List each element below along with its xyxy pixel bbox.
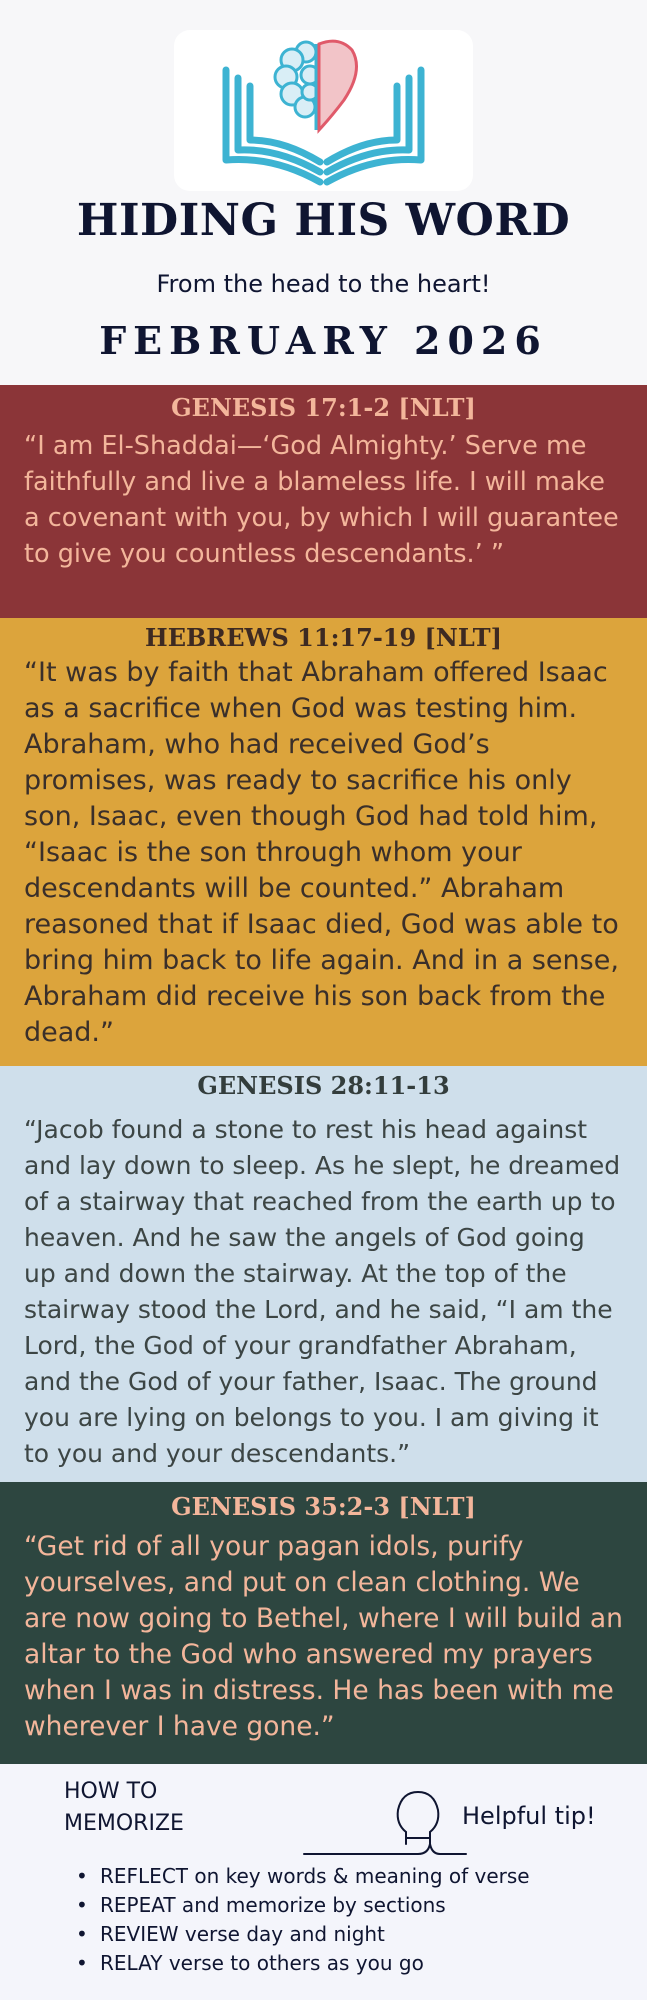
verse-reference: GENESIS 35:2-3 [NLT] xyxy=(171,1492,476,1521)
list-item: • RELAY verse to others as you go xyxy=(76,1949,530,1978)
verse-text: “Get rid of all your pagan idols, purify yourselves, and put on clean clothing. We are now going to Bethel, where I will build an altar to the God who answered my prayers when I was in distress. He has been with me wherever I have gone.” xyxy=(24,1531,623,1742)
header xyxy=(0,0,647,385)
verse-section-genesis-17 xyxy=(0,385,647,618)
month-heading: FEBRUARY 2026 xyxy=(99,318,548,363)
lightbulb-icon xyxy=(300,1772,470,1862)
logo xyxy=(174,30,473,191)
list-item: • REFLECT on key words & meaning of verse xyxy=(76,1862,530,1891)
page-subtitle: From the head to the heart! xyxy=(156,270,491,298)
how-to-heading: HOW TO MEMORIZE xyxy=(64,1779,184,1836)
verse-reference: GENESIS 28:11-13 xyxy=(197,1071,450,1100)
book-brain-heart-icon xyxy=(174,30,473,191)
helpful-tip-label: Helpful tip! xyxy=(462,1802,596,1830)
verse-text: “Jacob found a stone to rest his head against and lay down to sleep. As he slept, he dreamed of a stairway that reached from the earth up to heaven. And he saw the angels of God going up and down the stairway. At the top of the stairway stood the Lord, and he said, “I am the Lord, the God of your grandfather Abraham, and the God of your father, Isaac. The ground you are lying on belongs to you. I am giving it to you and your descendants.” xyxy=(24,1115,621,1468)
verse-text: “It was by faith that Abraham offered Isaac as a sacrifice when God was testing him. Abraham, who had received God’s promises, was ready to sacrifice his only son, Isaac, even though God had told him, “Isaac is the son through whom your descendants will be counted.” Abraham reasoned that if Isaac died, God was able to bring him back to life again. And in a sense, Abraham did receive his son back from the dead.” xyxy=(24,657,619,1048)
tips-list xyxy=(76,1862,530,1978)
page-title: HIDING HIS WORD xyxy=(76,195,571,246)
verse-reference: GENESIS 17:1-2 [NLT] xyxy=(171,393,476,422)
verse-section-genesis-28 xyxy=(0,1066,647,1482)
verse-section-hebrews-11 xyxy=(0,618,647,1066)
verse-section-genesis-35 xyxy=(0,1482,647,1764)
verse-text: “I am El-Shaddai—‘God Almighty.’ Serve me faithfully and live a blameless life. I will make a covenant with you, by which I will guarantee to give you countless descendants.’ ” xyxy=(24,431,619,569)
verse-reference: HEBREWS 11:17-19 [NLT] xyxy=(145,623,502,652)
list-item: • REPEAT and memorize by sections xyxy=(76,1891,530,1920)
list-item: • REVIEW verse day and night xyxy=(76,1920,530,1949)
memorize-tips xyxy=(0,1764,647,2000)
